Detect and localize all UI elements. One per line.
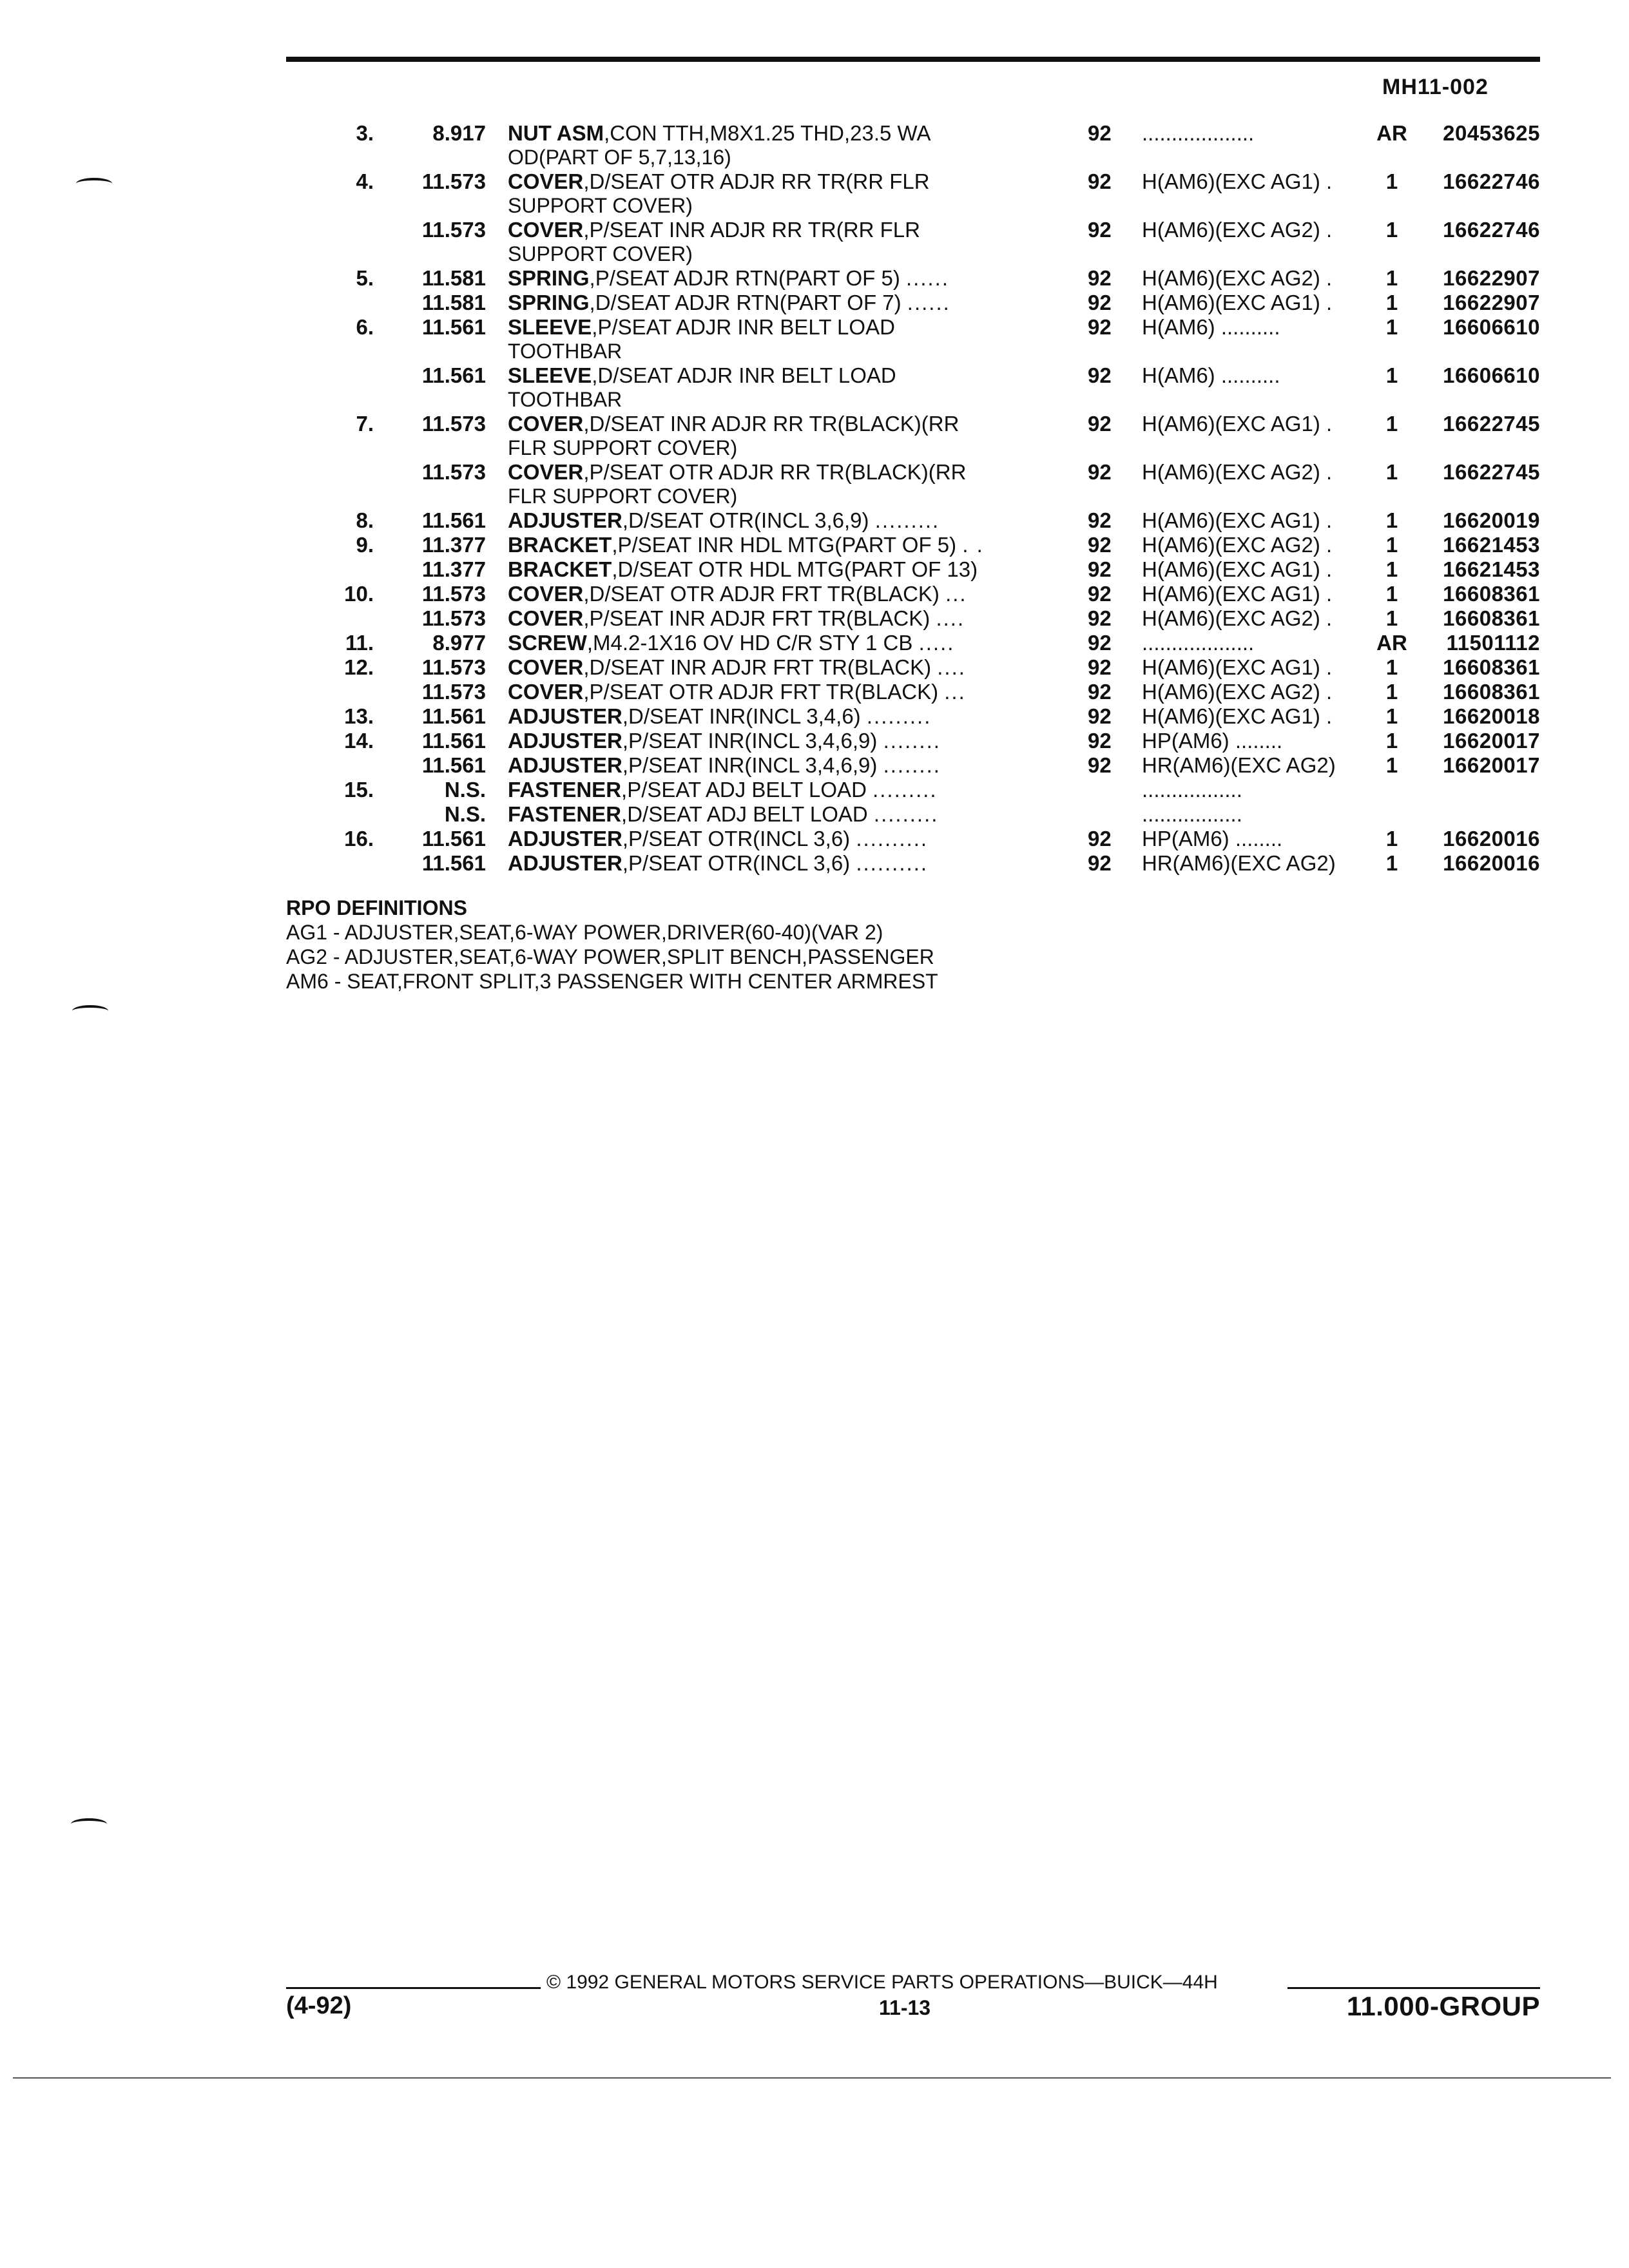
part-number: 16621453 xyxy=(1443,533,1540,557)
model-year: 92 xyxy=(1088,680,1112,704)
quantity: 1 xyxy=(1385,218,1398,242)
binding-hole-mark xyxy=(71,1818,107,1830)
part-name: COVER xyxy=(508,169,584,193)
usage-code: ................... xyxy=(1142,121,1255,145)
usage-code: HR(AM6)(EXC AG2) xyxy=(1142,851,1336,875)
part-description xyxy=(508,363,1043,388)
group-number: 11.581 xyxy=(421,291,486,314)
part-number: 16606610 xyxy=(1443,315,1540,339)
leader-dots: .......... xyxy=(856,827,929,850)
quantity: 1 xyxy=(1385,266,1398,290)
model-year: 92 xyxy=(1088,169,1112,193)
part-number: 16622907 xyxy=(1443,266,1540,290)
part-number: 16622745 xyxy=(1443,412,1540,436)
ref-number: 11. xyxy=(345,631,374,655)
quantity: 1 xyxy=(1385,851,1398,875)
part-description xyxy=(508,412,1043,436)
part-number: 16620016 xyxy=(1443,827,1540,850)
part-name: SLEEVE xyxy=(508,363,592,387)
group-number: 11.573 xyxy=(421,460,486,484)
part-description xyxy=(508,266,1043,291)
table-row xyxy=(0,827,1629,851)
table-row xyxy=(0,291,1629,315)
part-description xyxy=(508,557,1043,582)
description-continuation: SUPPORT COVER) xyxy=(508,242,693,265)
part-detail: ,P/SEAT INR ADJR FRT TR(BLACK) xyxy=(583,606,930,630)
group-label: 11.000-GROUP xyxy=(1346,1991,1540,2021)
part-detail: ,D/SEAT INR(INCL 3,4,6) xyxy=(622,704,861,728)
ref-number: 9. xyxy=(356,533,374,557)
part-detail: ,P/SEAT INR(INCL 3,4,6,9) xyxy=(622,729,878,753)
part-detail: ,D/SEAT INR ADJR FRT TR(BLACK) xyxy=(583,655,932,679)
page-code: MH11-002 xyxy=(1382,75,1489,99)
part-detail: ,P/SEAT OTR ADJR RR TR(BLACK)(RR xyxy=(583,460,967,484)
part-number: 16620018 xyxy=(1443,704,1540,728)
group-number: 11.573 xyxy=(421,169,486,193)
group-number: 11.573 xyxy=(421,655,486,679)
part-name: COVER xyxy=(508,680,584,704)
rpo-item-am6: AM6 - SEAT,FRONT SPLIT,3 PASSENGER WITH CENTER ARMREST xyxy=(286,970,938,993)
revision-date: (4-92) xyxy=(286,1992,352,2019)
usage-code: ................... xyxy=(1142,631,1255,655)
group-number: 11.377 xyxy=(421,533,486,557)
quantity: 1 xyxy=(1385,291,1398,314)
usage-code: H(AM6)(EXC AG1) . xyxy=(1142,557,1333,581)
part-detail: ,D/SEAT ADJ BELT LOAD xyxy=(621,802,868,826)
part-name: ADJUSTER xyxy=(508,851,622,875)
part-name: COVER xyxy=(508,460,584,484)
part-description xyxy=(508,315,1043,340)
model-year: 92 xyxy=(1088,582,1112,606)
parts-table xyxy=(0,121,1629,876)
model-year: 92 xyxy=(1088,729,1112,753)
footer-rule-right xyxy=(1287,1987,1540,1989)
part-name: ADJUSTER xyxy=(508,753,622,777)
ref-number: 8. xyxy=(356,508,374,532)
table-row xyxy=(0,802,1629,827)
part-name: SCREW xyxy=(508,631,587,655)
part-name: COVER xyxy=(508,582,584,606)
ref-number: 15. xyxy=(344,778,374,802)
table-row xyxy=(0,363,1629,412)
part-name: BRACKET xyxy=(508,557,612,581)
usage-code: H(AM6)(EXC AG1) . xyxy=(1142,704,1333,728)
part-number: 16622746 xyxy=(1443,169,1540,193)
part-detail: ,CON TTH,M8X1.25 THD,23.5 WA xyxy=(604,121,931,145)
ref-number: 13. xyxy=(344,704,374,728)
table-row xyxy=(0,266,1629,291)
model-year: 92 xyxy=(1088,218,1112,242)
part-description xyxy=(508,851,1043,876)
part-detail: ,D/SEAT ADJR RTN(PART OF 7) xyxy=(589,291,901,314)
part-description xyxy=(508,680,1043,704)
group-number: 8.917 xyxy=(432,121,486,145)
group-number: N.S. xyxy=(444,802,486,826)
part-description xyxy=(508,655,1043,680)
part-detail: ,P/SEAT ADJR RTN(PART OF 5) xyxy=(589,266,900,290)
group-number: 11.561 xyxy=(421,729,486,753)
leader-dots: .......... xyxy=(856,851,929,875)
part-number: 11501112 xyxy=(1446,631,1540,655)
leader-dots: .... xyxy=(937,655,966,679)
model-year: 92 xyxy=(1088,508,1112,532)
rpo-item-ag1: AG1 - ADJUSTER,SEAT,6-WAY POWER,DRIVER(60-40)(VAR 2) xyxy=(286,921,883,944)
model-year: 92 xyxy=(1088,851,1112,875)
group-number: 11.561 xyxy=(421,363,486,387)
quantity: 1 xyxy=(1385,508,1398,532)
binding-hole-mark xyxy=(76,178,112,189)
quantity: 1 xyxy=(1385,557,1398,581)
quantity: 1 xyxy=(1385,412,1398,436)
part-description xyxy=(508,582,1043,606)
part-name: BRACKET xyxy=(508,533,612,557)
group-number: 11.573 xyxy=(421,582,486,606)
group-number: 11.581 xyxy=(421,266,486,290)
leader-dots: ...... xyxy=(905,266,949,290)
usage-code: H(AM6)(EXC AG2) . xyxy=(1142,218,1333,242)
rpo-definitions xyxy=(286,896,938,994)
table-row xyxy=(0,218,1629,266)
usage-code: H(AM6)(EXC AG1) . xyxy=(1142,291,1333,314)
group-number: 11.377 xyxy=(421,557,486,581)
quantity: 1 xyxy=(1385,533,1398,557)
part-description xyxy=(508,121,1043,146)
quantity: 1 xyxy=(1385,704,1398,728)
group-number: 11.561 xyxy=(421,704,486,728)
table-row xyxy=(0,315,1629,363)
quantity: 1 xyxy=(1385,315,1398,339)
description-continuation: OD(PART OF 5,7,13,16) xyxy=(508,146,731,169)
leader-dots: ......... xyxy=(873,802,939,826)
usage-code: H(AM6)(EXC AG1) . xyxy=(1142,655,1333,679)
usage-code: ................. xyxy=(1142,802,1242,826)
description-continuation: TOOTHBAR xyxy=(508,388,622,411)
table-row xyxy=(0,753,1629,778)
ref-number: 5. xyxy=(356,266,374,290)
description-continuation: TOOTHBAR xyxy=(508,340,622,363)
group-number: 11.573 xyxy=(421,218,486,242)
part-number: 16620019 xyxy=(1443,508,1540,532)
table-row xyxy=(0,533,1629,557)
group-number: 11.561 xyxy=(421,315,486,339)
ref-number: 6. xyxy=(356,315,374,339)
usage-code: HP(AM6) ........ xyxy=(1142,827,1283,850)
part-detail: ,D/SEAT OTR ADJR RR TR(RR FLR xyxy=(583,169,930,193)
table-row xyxy=(0,121,1629,169)
rpo-heading: RPO DEFINITIONS xyxy=(286,896,467,919)
part-detail: ,P/SEAT OTR(INCL 3,6) xyxy=(622,827,851,850)
part-description xyxy=(508,606,1043,631)
part-description xyxy=(508,533,1043,557)
part-description xyxy=(508,169,1043,194)
part-description xyxy=(508,631,1043,655)
part-detail: ,P/SEAT OTR(INCL 3,6) xyxy=(622,851,851,875)
quantity: AR xyxy=(1376,631,1407,655)
group-number: 11.561 xyxy=(421,827,486,850)
usage-code: H(AM6)(EXC AG2) . xyxy=(1142,460,1333,484)
part-description xyxy=(508,704,1043,729)
binding-hole-mark xyxy=(72,1005,108,1017)
table-row xyxy=(0,778,1629,802)
leader-dots: ........ xyxy=(883,753,941,777)
table-row xyxy=(0,460,1629,508)
model-year: 92 xyxy=(1088,606,1112,630)
usage-code: H(AM6)(EXC AG1) . xyxy=(1142,412,1333,436)
group-number: 11.561 xyxy=(421,851,486,875)
usage-code: HR(AM6)(EXC AG2) xyxy=(1142,753,1336,777)
usage-code: H(AM6)(EXC AG1) . xyxy=(1142,169,1333,193)
part-description xyxy=(508,508,1043,533)
footer-rule-left xyxy=(286,1987,541,1989)
part-number: 16620017 xyxy=(1443,753,1540,777)
model-year: 92 xyxy=(1088,121,1112,145)
ref-number: 3. xyxy=(356,121,374,145)
model-year: 92 xyxy=(1088,557,1112,581)
part-number: 16620017 xyxy=(1443,729,1540,753)
part-name: FASTENER xyxy=(508,778,622,802)
part-detail: ,M4.2-1X16 OV HD C/R STY 1 CB xyxy=(586,631,913,655)
leader-dots: ... xyxy=(944,680,966,704)
part-detail: ,D/SEAT OTR HDL MTG(PART OF 13) xyxy=(612,557,978,581)
part-detail: ,D/SEAT OTR(INCL 3,6,9) xyxy=(622,508,869,532)
part-detail: ,P/SEAT INR HDL MTG(PART OF 5) xyxy=(612,533,957,557)
leader-dots: .... xyxy=(936,606,965,630)
table-row xyxy=(0,508,1629,533)
usage-code: HP(AM6) ........ xyxy=(1142,729,1283,753)
table-row xyxy=(0,169,1629,218)
part-name: FASTENER xyxy=(508,802,622,826)
ref-number: 10. xyxy=(344,582,374,606)
ref-number: 12. xyxy=(344,655,374,679)
part-number: 16622907 xyxy=(1443,291,1540,314)
table-row xyxy=(0,655,1629,680)
part-detail: ,D/SEAT INR ADJR RR TR(BLACK)(RR xyxy=(583,412,959,436)
model-year: 92 xyxy=(1088,631,1112,655)
group-number: N.S. xyxy=(444,778,486,802)
quantity: 1 xyxy=(1385,582,1398,606)
part-description xyxy=(508,729,1043,753)
description-continuation: SUPPORT COVER) xyxy=(508,194,693,217)
part-number: 16608361 xyxy=(1443,606,1540,630)
part-detail: ,P/SEAT INR(INCL 3,4,6,9) xyxy=(622,753,878,777)
group-number: 11.561 xyxy=(421,753,486,777)
part-name: COVER xyxy=(508,412,584,436)
model-year: 92 xyxy=(1088,363,1112,387)
part-description xyxy=(508,460,1043,485)
part-name: SLEEVE xyxy=(508,315,592,339)
part-name: ADJUSTER xyxy=(508,704,622,728)
model-year: 92 xyxy=(1088,655,1112,679)
usage-code: H(AM6)(EXC AG1) . xyxy=(1142,508,1333,532)
usage-code: ................. xyxy=(1142,778,1242,802)
part-number: 16608361 xyxy=(1443,680,1540,704)
table-row xyxy=(0,412,1629,460)
quantity: 1 xyxy=(1385,655,1398,679)
part-number: 16622746 xyxy=(1443,218,1540,242)
part-name: ADJUSTER xyxy=(508,827,622,850)
part-number: 16606610 xyxy=(1443,363,1540,387)
part-detail: ,P/SEAT INR ADJR RR TR(RR FLR xyxy=(583,218,920,242)
model-year: 92 xyxy=(1088,412,1112,436)
group-number: 11.561 xyxy=(421,508,486,532)
leader-dots: ......... xyxy=(874,508,940,532)
part-name: COVER xyxy=(508,218,584,242)
quantity: 1 xyxy=(1385,729,1398,753)
quantity: 1 xyxy=(1385,680,1398,704)
table-row xyxy=(0,557,1629,582)
table-row xyxy=(0,582,1629,606)
leader-dots: ........ xyxy=(883,729,941,753)
model-year: 92 xyxy=(1088,291,1112,314)
model-year: 92 xyxy=(1088,753,1112,777)
model-year: 92 xyxy=(1088,704,1112,728)
quantity: 1 xyxy=(1385,169,1398,193)
leader-dots: ... xyxy=(945,582,967,606)
part-detail: ,P/SEAT ADJR INR BELT LOAD xyxy=(592,315,895,339)
ref-number: 16. xyxy=(344,827,374,850)
part-description xyxy=(508,778,1043,802)
header-rule xyxy=(286,57,1540,62)
part-number: 16622745 xyxy=(1443,460,1540,484)
quantity: 1 xyxy=(1385,460,1398,484)
part-name: ADJUSTER xyxy=(508,508,622,532)
table-row xyxy=(0,631,1629,655)
page-number: 11-13 xyxy=(879,1996,931,2019)
model-year: 92 xyxy=(1088,827,1112,850)
ref-number: 7. xyxy=(356,412,374,436)
quantity: AR xyxy=(1376,121,1407,145)
model-year: 92 xyxy=(1088,533,1112,557)
part-description xyxy=(508,218,1043,242)
leader-dots: ......... xyxy=(872,778,938,802)
ref-number: 14. xyxy=(344,729,374,753)
table-row xyxy=(0,729,1629,753)
quantity: 1 xyxy=(1385,753,1398,777)
quantity: 1 xyxy=(1385,363,1398,387)
table-row xyxy=(0,851,1629,876)
part-name: SPRING xyxy=(508,266,590,290)
group-number: 11.573 xyxy=(421,680,486,704)
part-description xyxy=(508,753,1043,778)
part-name: NUT ASM xyxy=(508,121,604,145)
part-name: ADJUSTER xyxy=(508,729,622,753)
leader-dots: ...... xyxy=(907,291,950,314)
part-detail: ,P/SEAT ADJ BELT LOAD xyxy=(621,778,867,802)
part-number: 20453625 xyxy=(1443,121,1540,145)
part-detail: ,D/SEAT OTR ADJR FRT TR(BLACK) xyxy=(583,582,940,606)
leader-dots: . . xyxy=(962,533,984,557)
table-row xyxy=(0,704,1629,729)
quantity: 1 xyxy=(1385,827,1398,850)
bottom-rule xyxy=(13,2077,1611,2079)
ref-number: 4. xyxy=(356,169,374,193)
usage-code: H(AM6)(EXC AG2) . xyxy=(1142,606,1333,630)
part-description xyxy=(508,827,1043,851)
part-name: SPRING xyxy=(508,291,590,314)
part-name: COVER xyxy=(508,606,584,630)
part-number: 16608361 xyxy=(1443,582,1540,606)
group-number: 11.573 xyxy=(421,606,486,630)
part-detail: ,P/SEAT OTR ADJR FRT TR(BLACK) xyxy=(583,680,939,704)
model-year: 92 xyxy=(1088,460,1112,484)
model-year: 92 xyxy=(1088,266,1112,290)
usage-code: H(AM6)(EXC AG2) . xyxy=(1142,680,1333,704)
part-description xyxy=(508,291,1043,315)
rpo-item-ag2: AG2 - ADJUSTER,SEAT,6-WAY POWER,SPLIT BENCH,PASSENGER xyxy=(286,945,934,968)
group-number: 11.573 xyxy=(421,412,486,436)
copyright-notice: © 1992 GENERAL MOTORS SERVICE PARTS OPERATIONS—BUICK—44H xyxy=(546,1972,1218,1993)
usage-code: H(AM6) .......... xyxy=(1142,363,1280,387)
usage-code: H(AM6)(EXC AG2) . xyxy=(1142,533,1333,557)
model-year: 92 xyxy=(1088,315,1112,339)
usage-code: H(AM6) .......... xyxy=(1142,315,1280,339)
group-number: 8.977 xyxy=(432,631,486,655)
leader-dots: ..... xyxy=(918,631,955,655)
part-number: 16620016 xyxy=(1443,851,1540,875)
part-description xyxy=(508,802,1043,827)
usage-code: H(AM6)(EXC AG1) . xyxy=(1142,582,1333,606)
part-number: 16608361 xyxy=(1443,655,1540,679)
table-row xyxy=(0,680,1629,704)
description-continuation: FLR SUPPORT COVER) xyxy=(508,485,738,508)
usage-code: H(AM6)(EXC AG2) . xyxy=(1142,266,1333,290)
part-detail: ,D/SEAT ADJR INR BELT LOAD xyxy=(592,363,896,387)
description-continuation: FLR SUPPORT COVER) xyxy=(508,436,738,459)
quantity: 1 xyxy=(1385,606,1398,630)
part-name: COVER xyxy=(508,655,584,679)
leader-dots: ......... xyxy=(866,704,932,728)
part-number: 16621453 xyxy=(1443,557,1540,581)
table-row xyxy=(0,606,1629,631)
